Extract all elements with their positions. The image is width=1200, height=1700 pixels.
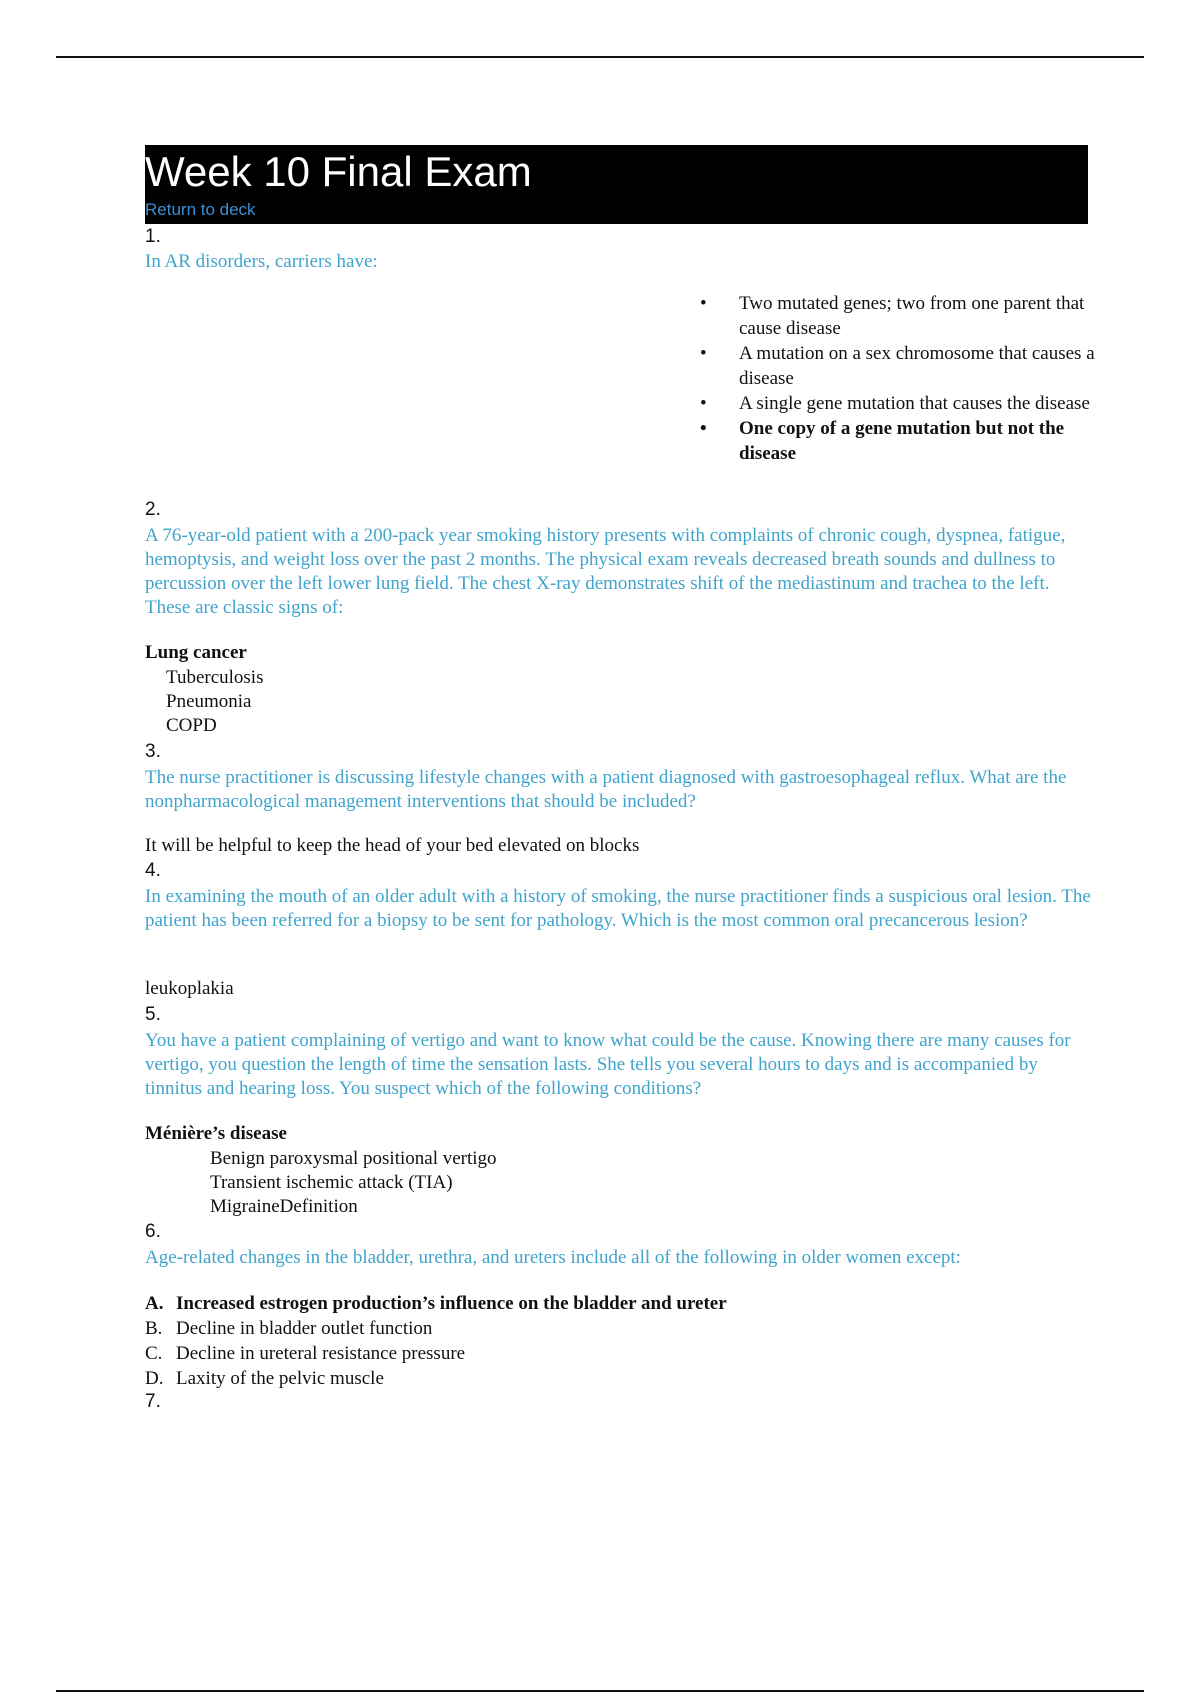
question-prompt: In examining the mouth of an older adult with a history of smoking, the nurse practitioner finds a suspicious oral lesion. The patient has been referred for a biopsy to be sent for pathology. Which is the most common oral precancerous lesion?: [145, 886, 1091, 931]
answer-text: leukoplakia: [145, 978, 234, 999]
option-text: Decline in ureteral resistance pressure: [176, 1343, 466, 1364]
correct-answer: Ménière’s disease: [145, 1123, 287, 1144]
question-number: 2.: [145, 499, 161, 520]
answer-options: [700, 291, 1100, 466]
distractor-option: Tuberculosis: [166, 667, 264, 688]
question-prompt: A 76-year-old patient with a 200-pack year smoking history presents with complaints of chronic cough, dyspnea, fatigue, hemoptysis, and weight loss over the past 2 months. The physical exam reveals decreased breath sounds and dullness to percussion over the left lower lung field. The chest X-ray demonstrates shift of the mediastinum and trachea to the left. These are classic signs of:: [145, 525, 1066, 618]
option-item: • A single gene mutation that causes the disease: [700, 391, 1100, 416]
correct-option-item: [145, 1291, 727, 1316]
question-number: 3.: [145, 741, 161, 762]
top-rule: [56, 56, 1144, 58]
option-text: Decline in bladder outlet function: [176, 1318, 433, 1339]
option-text: Increased estrogen production’s influence on the bladder and ureter: [176, 1293, 727, 1314]
page-title: Week 10 Final Exam: [145, 148, 532, 195]
distractor-option: Benign paroxysmal positional vertigo: [210, 1148, 497, 1169]
option-text: Laxity of the pelvic muscle: [176, 1368, 384, 1389]
option-item: • A mutation on a sex chromosome that causes a disease: [700, 341, 1100, 391]
question-number: 1.: [145, 226, 161, 247]
question-prompt: Age-related changes in the bladder, urethra, and ureters include all of the following in older women except:: [145, 1247, 961, 1268]
option-item: [145, 1341, 727, 1366]
correct-answer: Lung cancer: [145, 642, 247, 663]
answer-text: It will be helpful to keep the head of your bed elevated on blocks: [145, 835, 640, 856]
question-number: 4.: [145, 860, 161, 881]
option-letter: A.: [145, 1293, 164, 1314]
option-letter: C.: [145, 1343, 163, 1364]
option-item: [145, 1316, 727, 1341]
question-number: 6.: [145, 1221, 161, 1242]
return-to-deck-link[interactable]: Return to deck: [145, 200, 256, 219]
option-letter: B.: [145, 1318, 163, 1339]
option-letter: D.: [145, 1368, 164, 1389]
bottom-rule: [56, 1690, 1144, 1692]
answer-options: [145, 1291, 727, 1391]
header-banner: [145, 145, 1088, 224]
distractor-option: MigraineDefinition: [210, 1196, 358, 1217]
question-prompt: The nurse practitioner is discussing lifestyle changes with a patient diagnosed with gastroesophageal reflux. What are the nonpharmacological management interventions that should be included?: [145, 767, 1067, 812]
option-item: [145, 1366, 727, 1391]
distractor-option: Transient ischemic attack (TIA): [210, 1172, 453, 1193]
question-prompt: You have a patient complaining of vertigo and want to know what could be the cause. Knowing there are many causes for vertigo, you question the length of time the sensation lasts. She tells you several hours to days and is accompanied by tinnitus and hearing loss. You suspect which of the following conditions?: [145, 1030, 1071, 1099]
question-number: 7.: [145, 1391, 161, 1412]
option-item: • Two mutated genes; two from one parent that cause disease: [700, 291, 1100, 341]
correct-option-item: • One copy of a gene mutation but not the disease: [700, 416, 1100, 466]
distractor-option: Pneumonia: [166, 691, 252, 712]
distractor-option: COPD: [166, 715, 217, 736]
question-prompt: In AR disorders, carriers have:: [145, 251, 378, 272]
question-number: 5.: [145, 1004, 161, 1025]
